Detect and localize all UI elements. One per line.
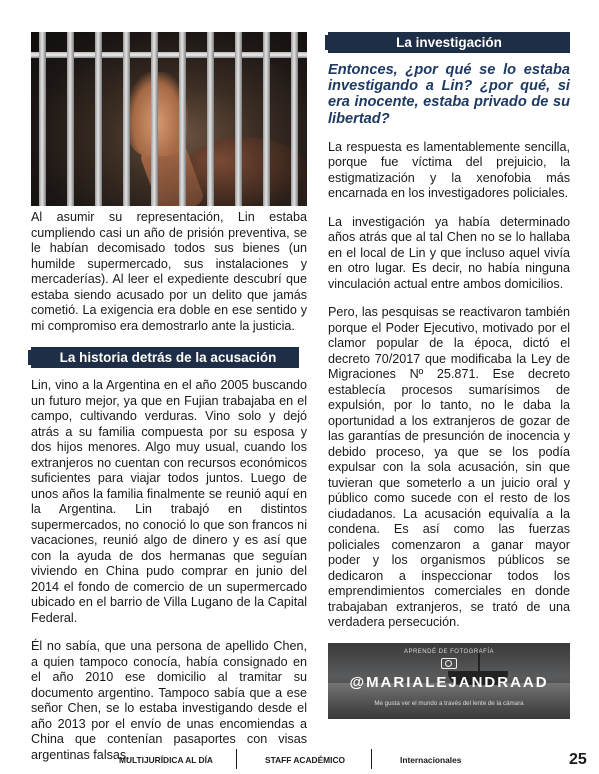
historia-paragraph-2: Él no sabía, que una persona de apellido Chen, a quien tampoco conocía, había consignado en el año 2010 ese domicilio al tramitar su documento argentino. Tampoco sabía que a ese señor Chen, se lo estaba investigando desde el año 2013 por el envío de unas encomiendas a China que contenían pasaportes con visas argentinas falsas. — [31, 639, 307, 762]
page-number: 25 — [569, 751, 587, 768]
ad-handle: @MARIALEJANDRAAD — [349, 673, 549, 691]
photography-ad-banner[interactable] — [328, 643, 570, 719]
investigacion-paragraph-3: Pero, las pesquisas se reactivaron también porque el Poder Ejecutivo, motivado por el clamor popular de la época, dictó el decreto 70/2017 que modificaba la Ley de Migraciones Nº 25.871. Ese decreto establecía procesos sumarísimos de expulsión, por lo tanto, no le daba la oportunidad a los extranjeros de gozar de las garantías de presunción de inocencia y debido proceso, ya que se los podía expulsar con la sola acusación, sin que tuvieran que someterlo a un juicio oral y público como sucede con el resto de los ciudadanos. La acusación equivalía a la condena. Es así como las fuerzas policiales comenzaron a ganar mayor poder y los organismos públicos se dedicaron a inspeccionar todos los emprendimientos comerciales en donde trabajaban extranjeros, se trató de una verdadera persecución. — [328, 305, 570, 630]
footer-section-multijuridica: MULTIJURÍDICA AL DÍA — [119, 755, 213, 765]
prison-bars-photo — [31, 32, 307, 206]
section-heading-investigacion: La investigación — [328, 32, 570, 53]
footer-divider — [371, 749, 372, 769]
right-column — [328, 32, 570, 719]
footer-section-internacionales: Internacionales — [400, 755, 462, 765]
ad-tagline: APRENDÉ DE FOTOGRAFÍA — [403, 648, 495, 655]
investigacion-paragraph-1: La respuesta es lamentablemente sencilla, porque fue víctima del prejuicio, la estigmatización y la xenofobia más encarnada en los investigadores policiales. — [328, 139, 570, 201]
section-heading-historia: La historia detrás de la acusación — [31, 347, 299, 368]
footer-divider — [236, 749, 237, 769]
intro-paragraph: Al asumir su representación, Lin estaba cumpliendo casi un año de prisión preventiva, se le habían decomisado todos sus bienes (un humilde supermercado, sus instalaciones y mercaderías). Al leer el expediente descubrí que estaba siendo acusado por un delito que jamás cometió. La exigencia era doble en ese sentido y mi compromiso era demostrarlo ante la justicia. — [31, 210, 307, 333]
footer-section-staff: STAFF ACADÉMICO — [265, 755, 346, 765]
historia-paragraph-1: Lin, vino a la Argentina en el año 2005 buscando un futuro mejor, ya que en Fujian trabajaba en el campo, cultivando verduras. Vino solo y dejó atrás a su familia compuesta por su esposa y dos hijos menores. Algo muy usual, cuando los extranjeros no cuentan con recursos económicos suficientes para viajar todos juntos. Luego de unos años la familia finalmente se reunió aquí en la Argentina. Lin trabajó en distintos supermercados, no conoció lo que son francos ni vacaciones, reunió algo de dinero y es así que con la ayuda de dos hermanas que seguían viviendo en China pudo comprar en junio del 2014 el fondo de comercio de un supermercado ubicado en el barrio de Villa Lugano de la Capital Federal. — [31, 378, 307, 625]
cell-bars — [31, 32, 307, 206]
pull-question: Entonces, ¿por qué se lo estaba investigando a Lin? ¿por qué, si era inocente, estaba privado de su libertad? — [328, 62, 570, 127]
page-footer — [0, 742, 599, 774]
investigacion-paragraph-2: La investigación ya había determinado años atrás que al tal Chen no se lo hallaba en el local de Lin y que incluso aquel vivía en otro lugar. Es decir, no había ninguna vinculación actual entre ambos domicilios. — [328, 214, 570, 291]
camera-icon — [441, 658, 457, 669]
left-column — [31, 32, 307, 763]
ad-subtitle: Me gusta ver el mundo a través del lente de la cámara — [374, 699, 524, 707]
